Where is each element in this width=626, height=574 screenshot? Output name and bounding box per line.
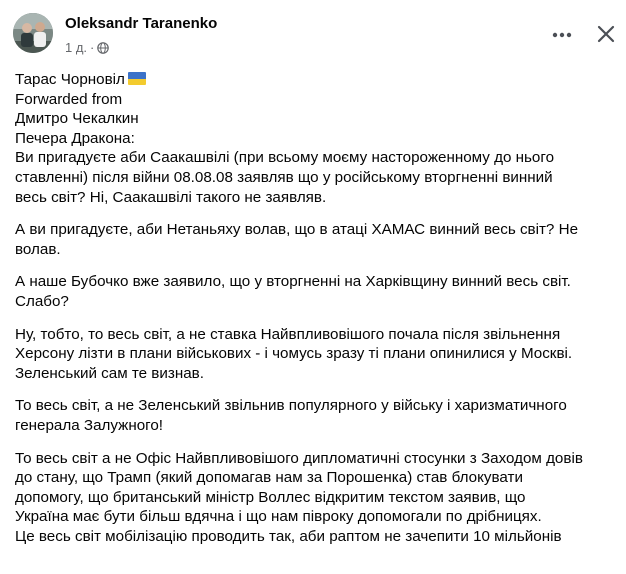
text-line: весь світ? Ні, Саакашвілі такого не заявляв. [15, 188, 327, 206]
intro-line: Тарас Чорновіл [15, 70, 621, 90]
text-line: А ви пригадуєте, аби Нетаньяху волав, що в атаці ХАМАС винний весь світ? Не [15, 221, 579, 239]
meta-separator: · [90, 40, 95, 55]
text-line: ставленні) після війни 08.08.08 заявляв що у російському вторгненні винний [15, 168, 553, 186]
intro-line: Печера Дракона: [15, 129, 135, 147]
post-intro [15, 70, 621, 207]
text-line: Слабо? [15, 292, 69, 310]
author-avatar[interactable] [13, 13, 53, 53]
ukraine-flag-icon [128, 72, 146, 85]
text-line: Це весь світ мобілізацію проводить так, аби раптом не зачепити 10 мільйонів [15, 527, 562, 545]
text-line: Херсону лізти в плани військових - і чомусь зразу ті плани опинилися у Москві. [15, 345, 573, 363]
text-line: до стану, що Трамп (який допомагав нам за Порошенка) став блокувати [15, 469, 523, 487]
text-line: Україна має бути більш вдячна і що нам півроку допомогали по дрібницях. [15, 508, 542, 526]
text-line: генерала Залужного! [15, 416, 164, 434]
close-icon [597, 25, 615, 48]
author-name[interactable]: Oleksandr Taranenko [65, 15, 218, 32]
post-content [15, 70, 621, 559]
text-line: То весь світ, а не Зеленський звільнив популярного у війську і харизматичного [15, 397, 567, 415]
post-time[interactable]: 1 д. [65, 40, 88, 55]
more-horizontal-icon [552, 25, 572, 43]
text-line: Зеленський сам те визнав. [15, 364, 204, 382]
post-meta [65, 40, 109, 55]
post-paragraph [15, 272, 621, 311]
post-paragraph [15, 396, 621, 435]
close-post-button[interactable] [592, 22, 620, 50]
text-line: А наше Бубочко вже заявило, що у вторгненні на Харківщину винний весь світ. [15, 273, 571, 291]
globe-icon [97, 42, 109, 54]
intro-line[interactable]: Дмитро Чекалкин [15, 110, 139, 128]
text-line: волав. [15, 240, 61, 258]
intro-line: Forwarded from [15, 90, 123, 108]
text-line: Ну, тобто, то весь світ, а не ставка Найвпливовішого почала після звільнення [15, 325, 561, 343]
text-line: допомогу, що британський міністр Воллес відкритим текстом заявив, що [15, 488, 526, 506]
post-paragraph [15, 220, 621, 259]
text-line: Ви пригадуєте аби Саакашвілі (при всьому моєму настороженному до нього [15, 149, 555, 167]
more-options-button[interactable] [548, 20, 576, 48]
text-line: То весь світ а не Офіс Найвпливовішого дипломатичні стосунки з Заходом довів [15, 449, 583, 467]
post-paragraph [15, 325, 621, 384]
post-paragraph [15, 449, 621, 547]
